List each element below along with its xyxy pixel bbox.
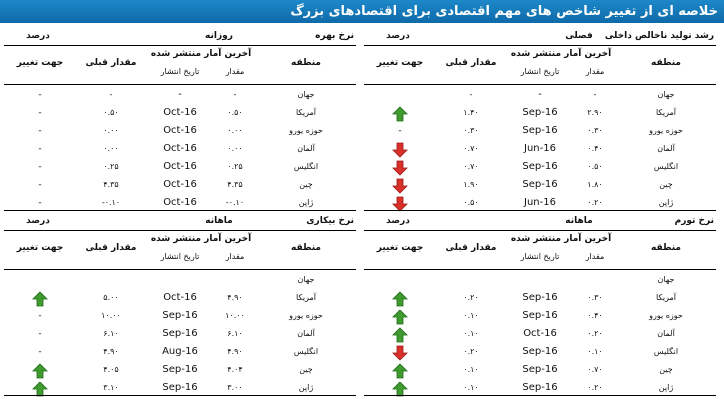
change-cell: - [38,162,42,172]
previous-cell: ۰.۷۰ [463,162,479,171]
region-cell: ژاپن [298,198,314,207]
col-date: تاریخ انتشار [520,252,560,261]
date-cell: Aug-16 [162,346,198,357]
amount-cell: ۰.۵۰ [587,162,603,171]
date-cell: Sep-16 [162,382,198,393]
region-cell: آمریکا [655,108,676,117]
date-cell: Sep-16 [522,364,558,375]
arrow-down-icon [392,160,408,176]
previous-cell: ۱۰.۰۰ [101,311,121,320]
col-previous: مقدار قبلی [85,243,137,253]
amount-cell: ۰.۲۵ [227,162,243,171]
date-cell: Sep-16 [522,179,558,190]
col-latest: آخرین آمار منتشر شده [510,49,612,59]
column-headers [364,46,716,83]
arrow-up-icon [392,106,408,122]
column-headers [364,231,716,268]
unemployment-panel [4,214,356,396]
date-cell: - [538,89,542,100]
change-cell: - [398,126,402,136]
panel-frequency: ماهانه [205,216,233,226]
arrow-down-icon [392,178,408,194]
previous-cell: ۰.۱۰ [463,365,479,374]
table-row [364,362,716,380]
col-region: منطقه [291,58,321,68]
panel-frequency: روزانه [205,31,233,41]
amount-cell: ۰.۴۰ [587,311,603,320]
date-cell: Sep-16 [522,125,558,136]
amount-cell: ۲.۹۰ [587,108,603,117]
previous-cell: ۴.۳۵ [103,180,119,189]
col-amount: مقدار [585,252,605,261]
col-previous: مقدار قبلی [445,58,497,68]
date-cell: - [178,89,182,100]
table-row [364,159,716,177]
col-amount: مقدار [585,67,605,76]
panel-unit: درصد [26,31,50,41]
table-rows [4,87,356,213]
region-cell: آمریکا [295,108,316,117]
region-cell: جهان [297,90,315,99]
table-rows [364,272,716,398]
table-row [4,159,356,177]
region-cell: حوزه یورو [289,311,323,320]
date-cell: Oct-16 [163,161,197,172]
amount-cell: ۴.۰۴ [227,365,243,374]
arrow-up-icon [32,363,48,379]
region-cell: آلمان [297,329,315,338]
panel-title: نرخ بهره [315,31,354,41]
column-headers [4,231,356,268]
region-cell: آلمان [657,144,675,153]
previous-cell: ۴.۹۰ [103,347,119,356]
report-title: خلاصه ای از تغییر شاخص های مهم اقتصادی برای اقتصادهای بزرگ [0,0,724,23]
gdp-panel [364,29,716,211]
date-cell: Jun-16 [524,197,556,208]
previous-cell: - [109,90,113,99]
amount-cell: ۰.۳۰ [587,126,603,135]
amount-cell: ۱.۸۰ [587,180,603,189]
change-cell: - [38,180,42,190]
change-cell: - [38,329,42,339]
change-cell: - [38,90,42,100]
table-row [364,141,716,159]
col-date: تاریخ انتشار [520,67,560,76]
arrow-up-icon [392,291,408,307]
amount-cell: ۰.۲۰ [587,198,603,207]
previous-cell: ۶.۱۰ [103,329,119,338]
panel-frequency: فصلی [565,31,593,41]
table-rows [364,87,716,213]
table-row [4,308,356,326]
col-region: منطقه [291,243,321,253]
change-cell: - [38,347,42,357]
amount-cell: ۳.۰۰ [227,383,243,392]
arrow-up-icon [392,327,408,343]
col-change: جهت تغییر [376,58,424,68]
col-date: تاریخ انتشار [160,252,200,261]
amount-cell: ۰.۰۰ [227,126,243,135]
previous-cell: ۰.۲۰ [463,293,479,302]
region-cell: حوزه یورو [649,126,683,135]
date-cell: Oct-16 [163,143,197,154]
col-latest: آخرین آمار منتشر شده [510,234,612,244]
region-cell: ژاپن [658,198,674,207]
previous-cell: ۵.۰۰ [103,293,119,302]
region-cell: انگلیس [653,162,679,171]
table-row [4,326,356,344]
col-latest: آخرین آمار منتشر شده [150,234,252,244]
arrow-down-icon [392,142,408,158]
table-row [4,362,356,380]
previous-cell: ۰.۳۰ [463,126,479,135]
date-cell: Oct-16 [523,328,557,339]
table-row [4,177,356,195]
amount-cell: ۶.۱۰ [227,329,243,338]
col-date: تاریخ انتشار [160,67,200,76]
amount-cell: ۰.۴۰ [587,144,603,153]
date-cell: Jun-16 [524,143,556,154]
col-previous: مقدار قبلی [85,58,137,68]
change-cell: - [38,108,42,118]
region-cell: حوزه یورو [649,311,683,320]
region-cell: آلمان [297,144,315,153]
region-cell: جهان [297,275,315,284]
panel-header [364,29,716,45]
region-cell: انگلیس [653,347,679,356]
change-cell: - [38,144,42,154]
table-row [364,87,716,105]
date-cell: Sep-16 [522,161,558,172]
previous-cell: ۰.۵۰ [103,108,119,117]
table-row [4,123,356,141]
interest-rate-panel [4,29,356,211]
previous-cell: ۱.۴۰ [463,108,479,117]
previous-cell: ۱.۹۰ [463,180,479,189]
region-cell: آمریکا [295,293,316,302]
date-cell: Sep-16 [162,310,198,321]
date-cell: Sep-16 [162,328,198,339]
col-previous: مقدار قبلی [445,243,497,253]
change-cell: - [38,198,42,208]
region-cell: انگلیس [293,347,319,356]
table-row [364,326,716,344]
table-rows [4,272,356,398]
date-cell: Oct-16 [163,125,197,136]
date-cell: Sep-16 [522,107,558,118]
previous-cell: ۰.۵۰ [463,198,479,207]
panel-unit: درصد [386,31,410,41]
table-row [364,105,716,123]
panel-header [4,214,356,230]
amount-cell: - [593,90,597,99]
region-cell: چین [659,365,673,374]
region-cell: آلمان [657,329,675,338]
region-cell: چین [659,180,673,189]
previous-cell: ۳.۱۰ [103,383,119,392]
date-cell: Sep-16 [522,382,558,393]
region-cell: انگلیس [293,162,319,171]
change-cell [4,381,76,400]
col-region: منطقه [651,243,681,253]
region-cell: جهان [657,275,675,284]
region-cell: جهان [657,90,675,99]
arrow-up-icon [392,309,408,325]
table-row [4,344,356,362]
table-row [4,105,356,123]
col-change: جهت تغییر [376,243,424,253]
date-cell: Oct-16 [163,107,197,118]
panel-header [4,29,356,45]
amount-cell: ۰.۲۰ [587,329,603,338]
change-cell: - [38,126,42,136]
col-amount: مقدار [225,67,245,76]
region-cell: ژاپن [658,383,674,392]
col-change: جهت تغییر [16,58,64,68]
previous-cell: ۰.۰۰ [103,144,119,153]
panel-title: نرخ تورم [674,216,714,226]
col-latest: آخرین آمار منتشر شده [150,49,252,59]
table-row [4,290,356,308]
amount-cell: ۴.۳۵ [227,180,243,189]
region-cell: چین [299,365,313,374]
date-cell: Sep-16 [522,292,558,303]
date-cell: Oct-16 [163,197,197,208]
amount-cell: ۴.۹۰ [227,347,243,356]
previous-cell: ۰.۱۰ [463,311,479,320]
date-cell: Sep-16 [522,310,558,321]
change-cell [364,196,436,215]
region-cell: آمریکا [655,293,676,302]
arrow-up-icon [392,363,408,379]
amount-cell: ۰.۰۰ [227,144,243,153]
previous-cell: -۰.۱۰ [101,198,121,207]
amount-cell: - [233,90,237,99]
table-row [4,87,356,105]
col-change: جهت تغییر [16,243,64,253]
region-cell: چین [299,180,313,189]
table-row [364,344,716,362]
date-cell: Oct-16 [163,179,197,190]
table-row [4,272,356,290]
date-cell: Sep-16 [522,346,558,357]
amount-cell: ۰.۳۰ [587,293,603,302]
panel-title: نرخ بیکاری [306,216,354,226]
amount-cell: ۰.۷۰ [587,365,603,374]
arrow-up-icon [32,291,48,307]
region-cell: حوزه یورو [289,126,323,135]
amount-cell: -۰.۱۰ [225,198,245,207]
table-row [364,308,716,326]
table-row [364,272,716,290]
date-cell: Oct-16 [163,292,197,303]
amount-cell: ۴.۹۰ [227,293,243,302]
previous-cell: ۰.۲۰ [463,347,479,356]
amount-cell: ۰.۵۰ [227,108,243,117]
panel-title: رشد تولید ناخالص داخلی [604,31,714,41]
amount-cell: ۰.۱۰ [587,347,603,356]
previous-cell: ۰.۷۰ [463,144,479,153]
panel-frequency: ماهانه [565,216,593,226]
amount-cell: ۰.۲۰ [587,383,603,392]
panel-header [364,214,716,230]
arrow-down-icon [392,345,408,361]
region-cell: ژاپن [298,383,314,392]
table-row [364,177,716,195]
previous-cell: ۰.۲۵ [103,162,119,171]
change-cell: - [38,311,42,321]
table-row [364,290,716,308]
previous-cell: ۰.۱۰ [463,329,479,338]
date-cell: Sep-16 [162,364,198,375]
panel-unit: درصد [26,216,50,226]
change-cell [364,381,436,400]
col-region: منطقه [651,58,681,68]
inflation-panel [364,214,716,396]
amount-cell: ۱۰.۰۰ [225,311,245,320]
table-row [4,141,356,159]
table-row [364,123,716,141]
previous-cell: - [469,90,473,99]
col-amount: مقدار [225,252,245,261]
panel-unit: درصد [386,216,410,226]
previous-cell: ۰.۱۰ [463,383,479,392]
previous-cell: ۰.۰۰ [103,126,119,135]
column-headers [4,46,356,83]
previous-cell: ۴.۰۵ [103,365,119,374]
